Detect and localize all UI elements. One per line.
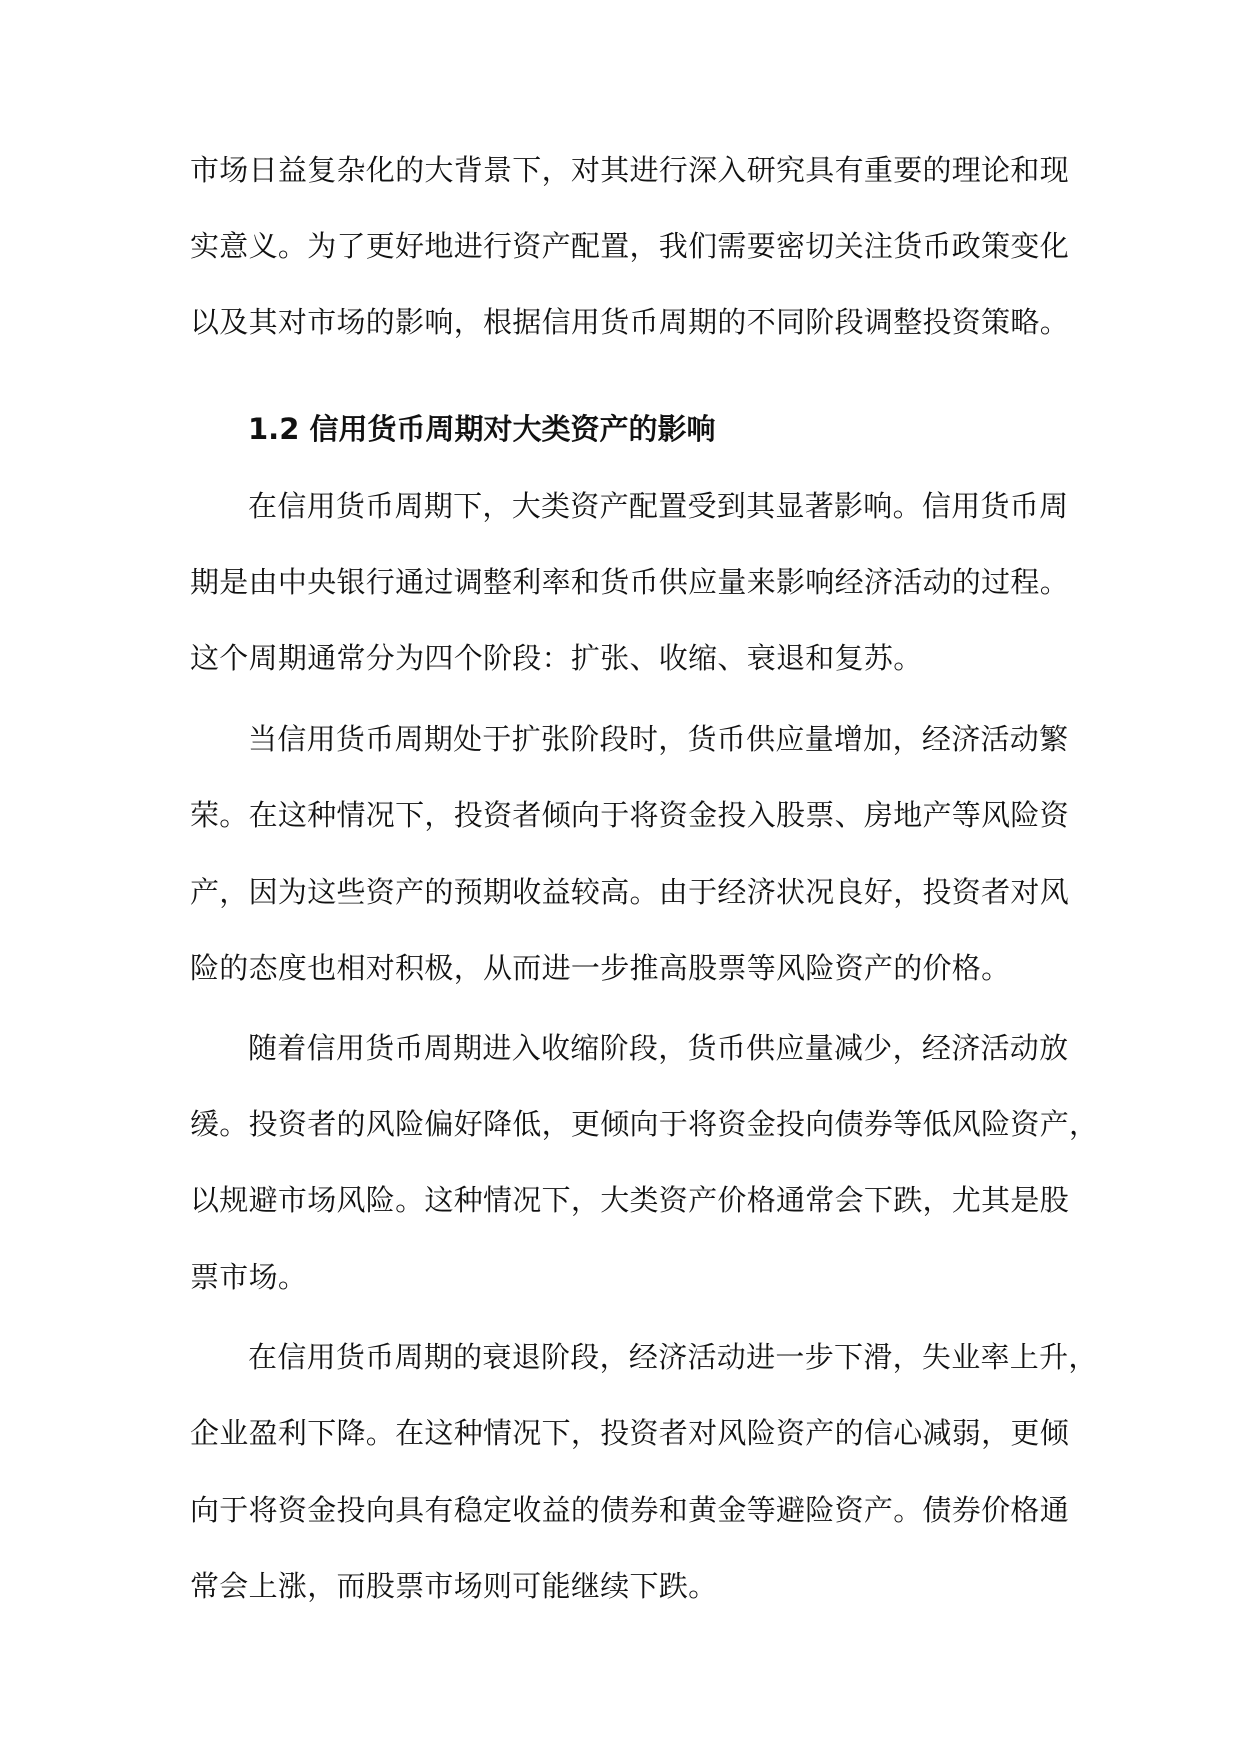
text-line: 险的态度也相对积极，从而进一步推高股票等风险资产的价格。 (190, 951, 1011, 985)
text-line: 实意义。为了更好地进行资产配置，我们需要密切关注货币政策变化 (190, 229, 1070, 263)
text-line: 这个周期通常分为四个阶段：扩张、收缩、衰退和复苏。 (190, 641, 923, 675)
text-line: 在信用货币周期的衰退阶段，经济活动进一步下滑，失业率上升， (248, 1340, 1098, 1374)
text-line: 以规避市场风险。这种情况下，大类资产价格通常会下跌，尤其是股 (190, 1183, 1070, 1217)
text-line: 向于将资金投向具有稳定收益的债券和黄金等避险资产。债券价格通 (190, 1493, 1070, 1527)
text-line: 市场日益复杂化的大背景下，对其进行深入研究具有重要的理论和现 (190, 153, 1070, 187)
text-line: 荣。在这种情况下，投资者倾向于将资金投入股票、房地产等风险资 (190, 798, 1070, 832)
section-heading: 1.2 信用货币周期对大类资产的影响 (248, 412, 716, 446)
text-line: 企业盈利下降。在这种情况下，投资者对风险资产的信心减弱，更倾 (190, 1416, 1070, 1450)
text-line: 票市场。 (190, 1260, 308, 1294)
text-line: 随着信用货币周期进入收缩阶段，货币供应量减少，经济活动放 (248, 1031, 1069, 1065)
text-line: 常会上涨，而股票市场则可能继续下跌。 (190, 1569, 718, 1603)
text-line: 期是由中央银行通过调整利率和货币供应量来影响经济活动的过程。 (190, 565, 1070, 599)
text-line: 缓。投资者的风险偏好降低，更倾向于将资金投向债券等低风险资产， (190, 1107, 1099, 1141)
text-line: 产，因为这些资产的预期收益较高。由于经济状况良好，投资者对风 (190, 875, 1070, 909)
text-line: 当信用货币周期处于扩张阶段时，货币供应量增加，经济活动繁 (248, 722, 1069, 756)
text-line: 以及其对市场的影响，根据信用货币周期的不同阶段调整投资策略。 (190, 305, 1070, 339)
text-line: 在信用货币周期下，大类资产配置受到其显著影响。信用货币周 (248, 489, 1069, 523)
